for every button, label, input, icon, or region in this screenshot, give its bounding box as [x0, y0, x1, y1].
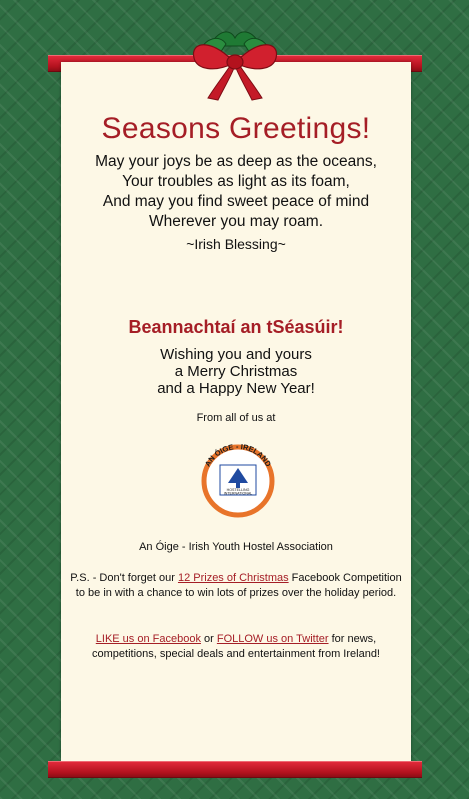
ps-suffix: Facebook Competition to be in with a chance to win lots of prizes over the holiday period.	[75, 572, 402, 599]
irish-greeting: Beannachtaí an tSéasúir!	[128, 317, 344, 337]
social-or: or	[200, 633, 217, 645]
blessing-poem	[61, 152, 411, 232]
poem-line: And may you find sweet peace of mind	[102, 193, 370, 210]
wish-line: Wishing you and yours	[160, 346, 312, 363]
ps-prefix: P.S. - Don't forget our	[70, 572, 178, 584]
ribbon-bow-icon	[170, 24, 300, 104]
blessing-attribution: ~Irish Blessing~	[186, 236, 286, 252]
from-text: From all of us at	[196, 412, 276, 424]
logo-inner-line: INTERNATIONAL	[223, 491, 253, 496]
holiday-wishes	[61, 346, 411, 397]
social-suffix: for news, competitions, special deals and entertainment from Ireland!	[92, 633, 380, 660]
wish-line: a Merry Christmas	[174, 363, 298, 380]
poem-line: Your troubles as light as its foam,	[122, 173, 350, 190]
facebook-link[interactable]: LIKE us on Facebook	[95, 633, 201, 645]
bottom-ribbon	[48, 761, 422, 778]
poem-line: May your joys be as deep as the oceans,	[95, 153, 377, 170]
an-oige-logo[interactable]	[192, 431, 284, 523]
association-name: An Óige - Irish Youth Hostel Association	[139, 541, 333, 553]
prizes-link[interactable]: 12 Prizes of Christmas	[177, 572, 289, 584]
logo-inner-line: HOSTELLING	[226, 488, 250, 492]
page-title: Seasons Greetings!	[101, 112, 371, 145]
wish-line: and a Happy New Year!	[157, 380, 315, 397]
logo-arc-text: AN ÓIGE - IRELAND	[203, 441, 273, 469]
poem-line: Wherever you may roam.	[149, 213, 323, 230]
ps-paragraph	[69, 571, 403, 601]
social-paragraph	[69, 632, 403, 662]
twitter-link[interactable]: FOLLOW us on Twitter	[216, 633, 329, 645]
